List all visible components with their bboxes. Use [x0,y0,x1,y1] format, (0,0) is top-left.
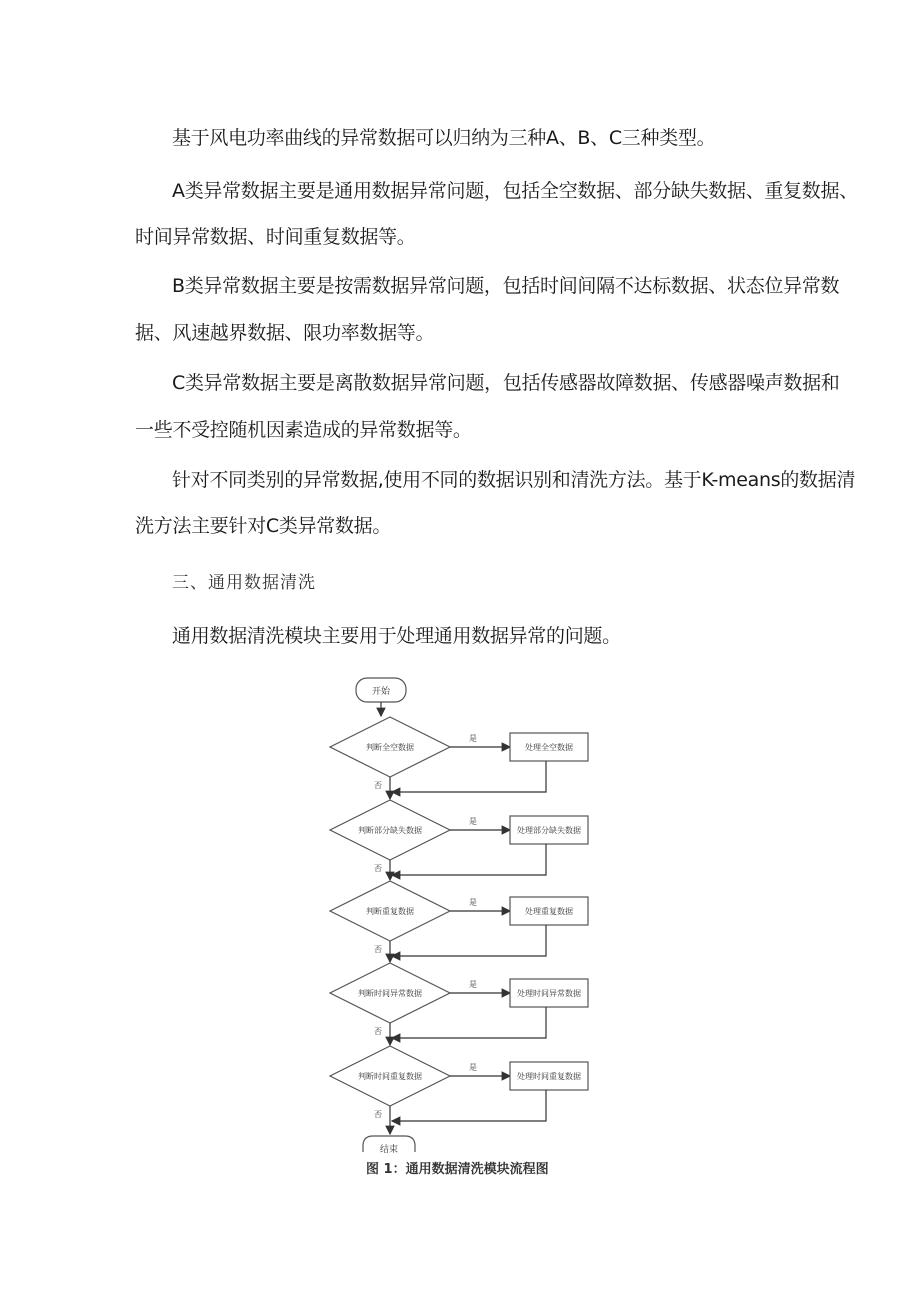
paragraph-type-a-line1: A类异常数据主要是通用数据异常问题，包括全空数据、部分缺失数据、重复数据、 [172,180,858,202]
return-connector [392,761,546,792]
return-connector [392,925,546,956]
section-heading: 三、通用数据清洗 [172,573,316,593]
end-label: 结束 [379,1145,399,1155]
paragraph-type-a-line2: 时间异常数据、时间重复数据等。 [135,226,416,248]
no-label: 否 [374,1027,382,1036]
decision-label: 判断时间重复数据 [358,1072,422,1081]
decision-label: 判断重复数据 [366,907,414,916]
no-label: 否 [374,945,382,954]
yes-label: 是 [469,734,477,743]
yes-label: 是 [469,1063,477,1072]
decision-label: 判断全空数据 [366,743,414,752]
paragraph-type-b-line1: B类异常数据主要是按需数据异常问题，包括时间间隔不达标数据、状态位异常数 [172,275,840,297]
start-label: 开始 [371,687,391,697]
paragraph-intro: 基于风电功率曲线的异常数据可以归纳为三种A、B、C三种类型。 [172,127,716,149]
action-label: 处理重复数据 [525,907,573,916]
paragraph-method-line2: 洗方法主要针对C类异常数据。 [135,515,392,537]
no-label: 否 [374,781,382,790]
no-label: 否 [374,864,382,873]
return-connector [392,1007,546,1038]
action-label: 处理全空数据 [525,743,573,752]
decision-label: 判断时间异常数据 [358,989,422,998]
decision-label: 判断部分缺失数据 [358,826,422,835]
action-label: 处理时间重复数据 [517,1072,581,1081]
paragraph-type-c-line2: 一些不受控随机因素造成的异常数据等。 [135,419,472,441]
paragraph-method-line1: 针对不同类别的异常数据,使用不同的数据识别和清洗方法。基于K-means的数据清 [172,469,856,491]
figure-caption: 图 1：通用数据清洗模块流程图 [366,1162,549,1177]
paragraph-type-c-line1: C类异常数据主要是离散数据异常问题，包括传感器故障数据、传感器噪声数据和 [172,372,840,394]
yes-label: 是 [469,898,477,907]
yes-label: 是 [469,817,477,826]
action-label: 处理部分缺失数据 [517,826,581,835]
paragraph-type-b-line2: 据、风速越界数据、限功率数据等。 [135,322,435,344]
no-label: 否 [374,1110,382,1119]
return-connector [392,844,546,875]
yes-label: 是 [469,980,477,989]
return-connector [392,1090,546,1121]
paragraph-module: 通用数据清洗模块主要用于处理通用数据异常的问题。 [172,625,621,647]
action-label: 处理时间异常数据 [517,989,581,998]
